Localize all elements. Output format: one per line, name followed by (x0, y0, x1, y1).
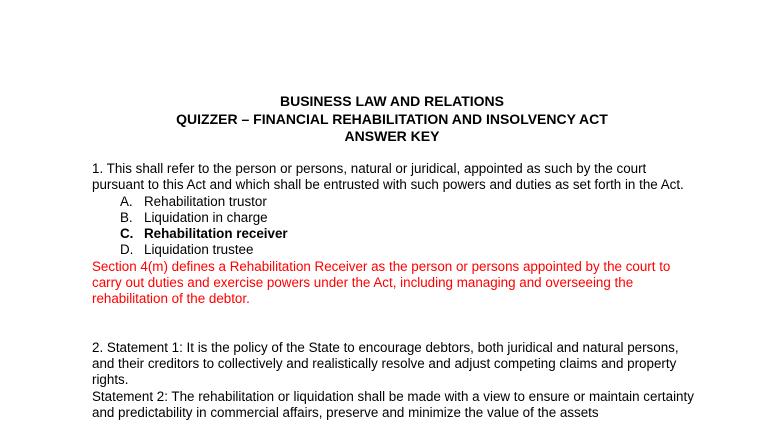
question-1-explanation: Section 4(m) defines a Rehabilitation Receiver as the person or persons appointed by the court to carry out duties and exercise powers under the Act, including managing and overseeing the rehabilitation of the debtor. (92, 258, 671, 307)
paragraph-spacer (92, 308, 702, 340)
option-c-correct (120, 226, 702, 242)
option-a-letter: A. (120, 193, 133, 209)
option-b-letter: B. (120, 209, 133, 225)
question-1 (92, 161, 702, 308)
document-body (92, 161, 702, 421)
question-2 (92, 340, 702, 421)
question-1-options (92, 194, 702, 259)
option-d (120, 242, 702, 258)
title-answer-key: ANSWER KEY (344, 128, 440, 144)
option-d-letter: D. (120, 242, 134, 258)
option-c-letter: C. (120, 226, 134, 242)
title-course: BUSINESS LAW AND RELATIONS (279, 93, 504, 109)
option-d-text: Liquidation trustee (144, 242, 254, 258)
option-a-text: Rehabilitation trustor (144, 193, 267, 209)
question-2-statement-1: 2. Statement 1: It is the policy of the State to encourage debtors, both juridical and natural persons, and their creditors to collectively and realistically resolve and adjust competing claims and property rights. (92, 339, 679, 388)
option-c-text: Rehabilitation receiver (144, 226, 288, 242)
document-title (0, 93, 784, 146)
title-quizzer: QUIZZER – FINANCIAL REHABILITATION AND INSOLVENCY ACT (176, 110, 608, 127)
question-2-statement-2: Statement 2: The rehabilitation or liquidation shall be made with a view to ensure or maintain certainty and predictability in commercial affairs, preserve and minimize the value of the assets (92, 388, 694, 420)
option-b-text: Liquidation in charge (144, 209, 268, 225)
question-1-text: 1. This shall refer to the person or persons, natural or juridical, appointed as such by the court pursuant to this Act and which shall be entrusted with such powers and duties as set forth in the Act. (92, 161, 684, 193)
option-b (120, 210, 702, 226)
option-a (120, 194, 702, 210)
